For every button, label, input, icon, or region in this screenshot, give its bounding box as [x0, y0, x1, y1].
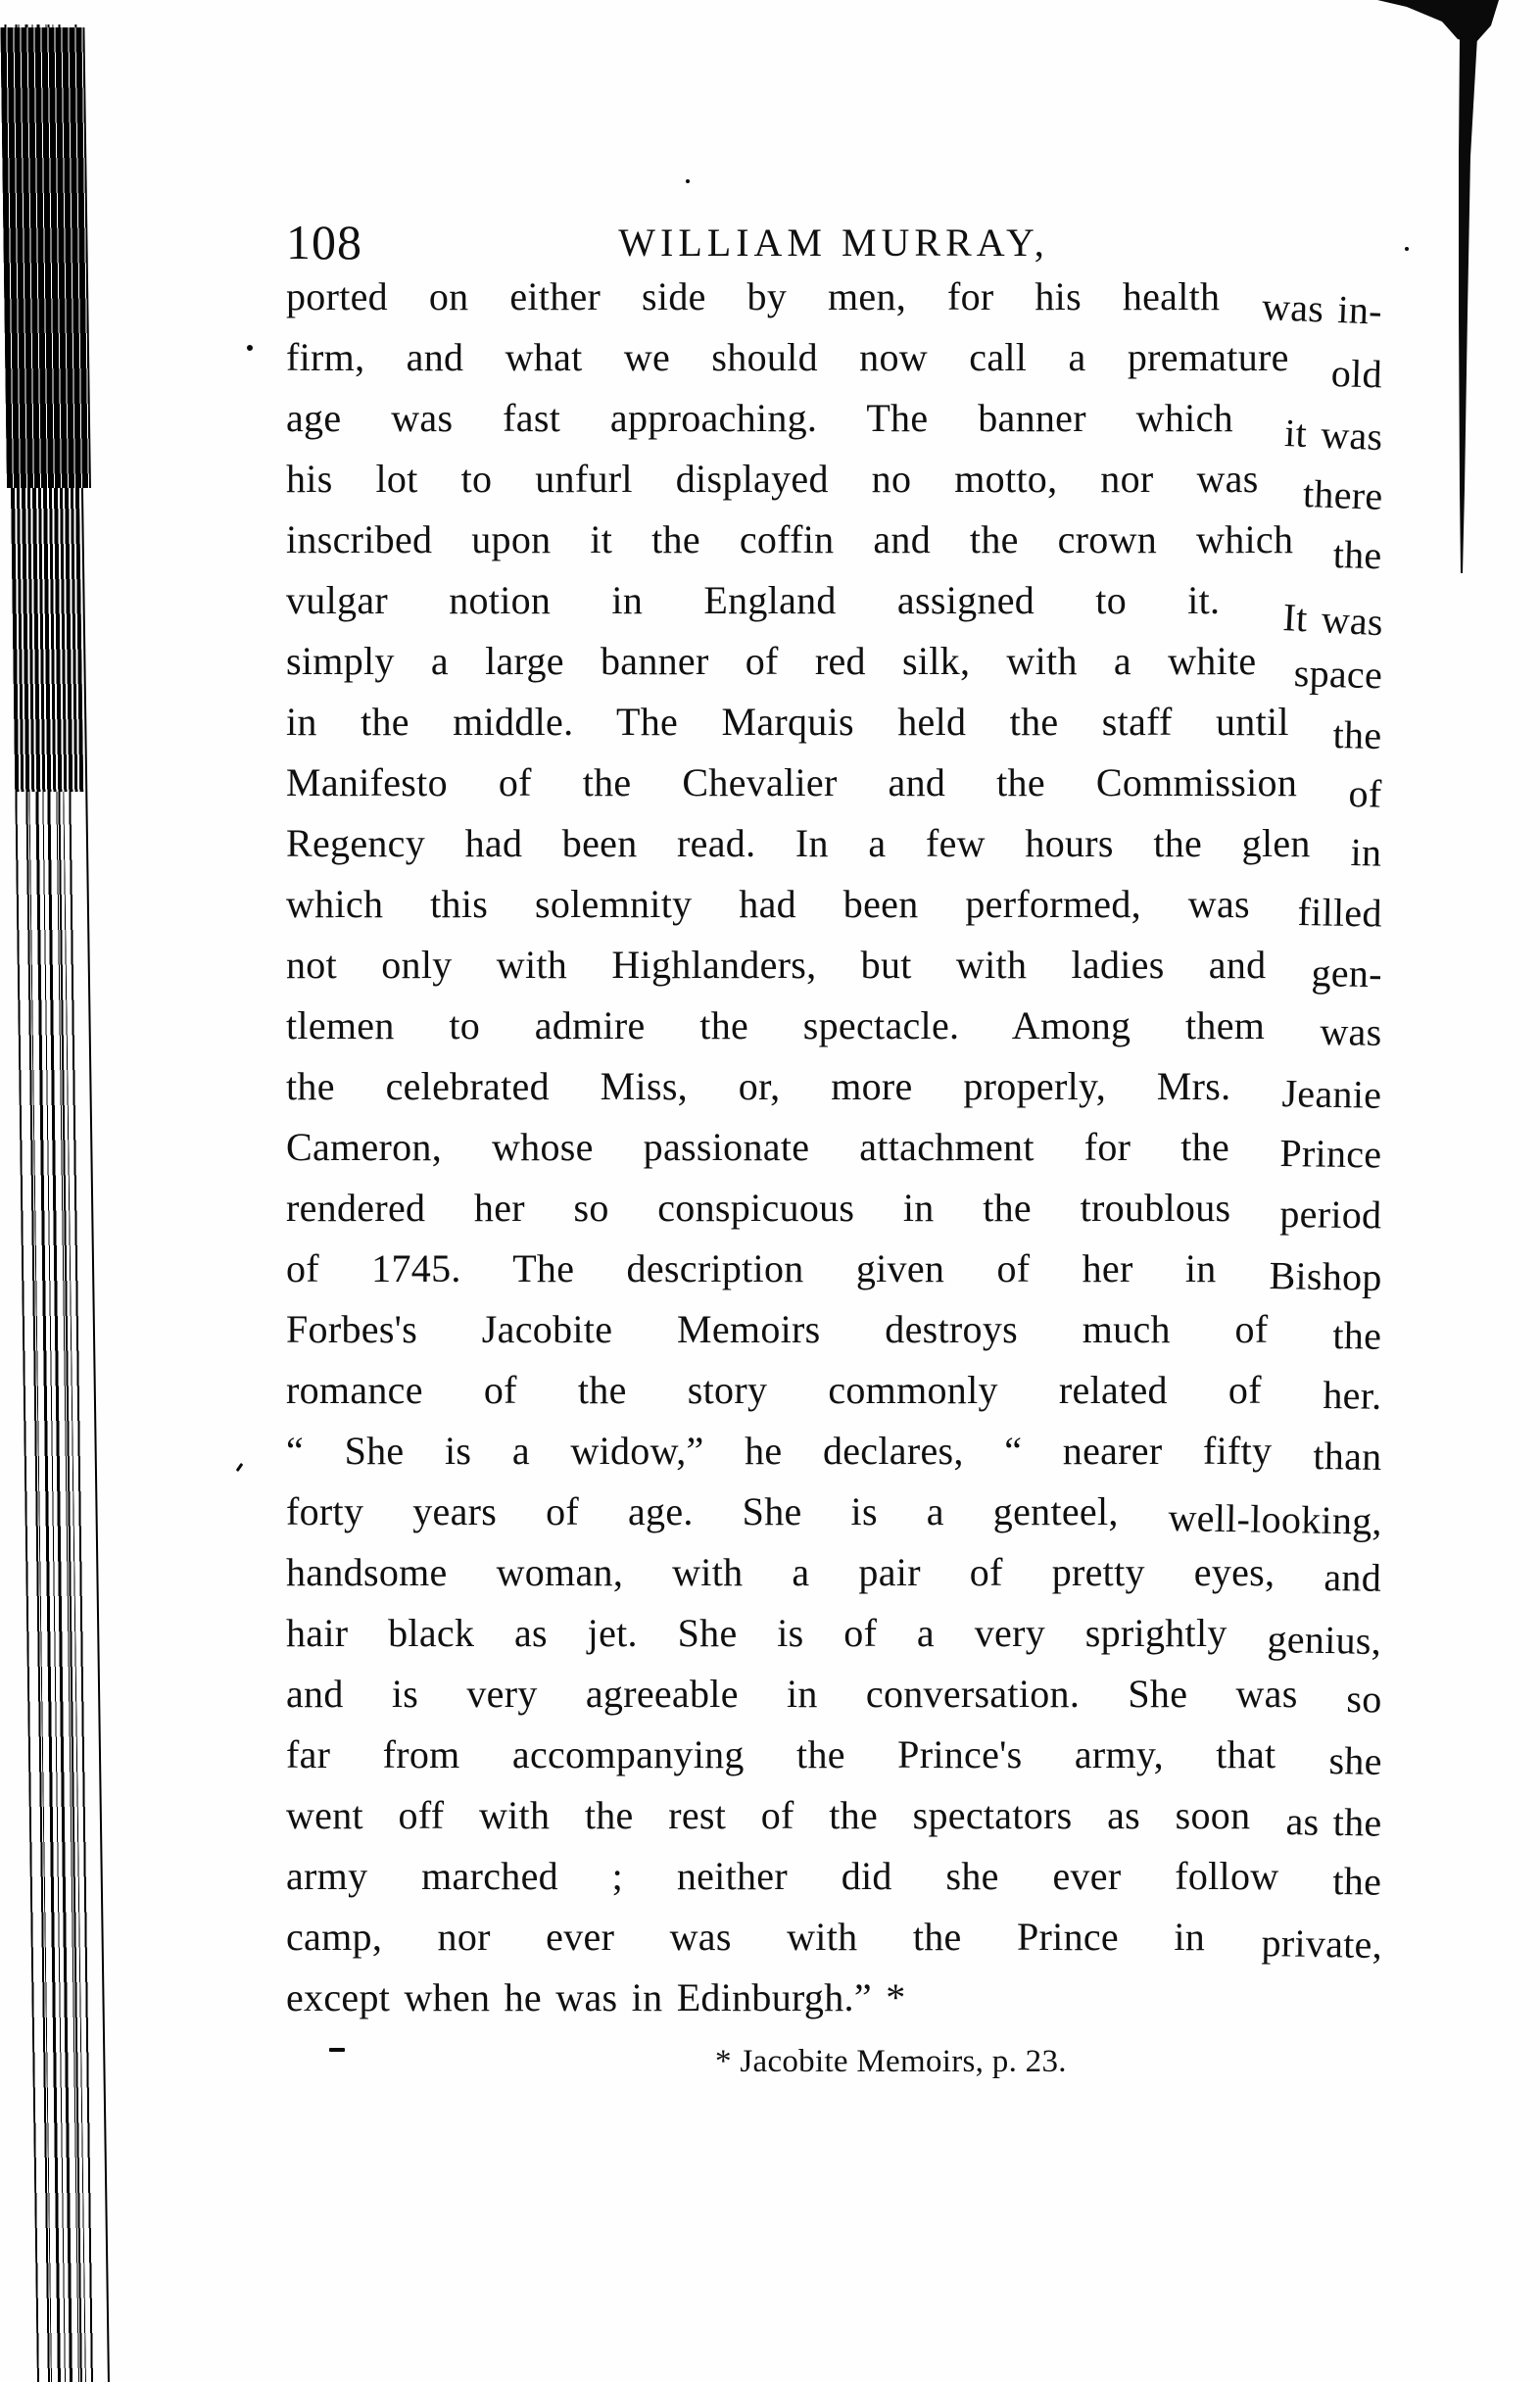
binding-dark-blob-lower	[11, 488, 83, 792]
line-tail: Jeanie	[1281, 1071, 1382, 1117]
running-title: WILLIAM MURRAY,	[618, 220, 1049, 265]
line-text: went off with the rest of the spectators as soon	[286, 1793, 1251, 1837]
text-line	[286, 874, 1381, 935]
line-tail: the	[1332, 532, 1383, 578]
text-line	[286, 327, 1383, 397]
line-text: the celebrated Miss, or, more properly, Mrs.	[286, 1064, 1231, 1108]
line-tail: in	[1350, 830, 1383, 875]
line-text: which this solemnity had been performed, was	[286, 882, 1250, 926]
line-tail: there	[1301, 471, 1383, 518]
line-text: handsome woman, with a pair of pretty eyes,	[286, 1550, 1275, 1594]
line-tail: gen-	[1310, 950, 1382, 997]
text-line	[286, 692, 1383, 758]
line-tail: it was	[1283, 411, 1384, 460]
line-text: in the middle. The Marquis held the staff until	[286, 700, 1289, 744]
line-tail: well-looking,	[1167, 1495, 1382, 1543]
text-line	[286, 935, 1381, 996]
line-text: forty years of age. She is a genteel,	[286, 1489, 1119, 1533]
text-line	[286, 1542, 1381, 1603]
line-tail: of	[1348, 771, 1382, 816]
text-line	[286, 1360, 1381, 1421]
line-text: far from accompanying the Prince's army, that	[286, 1732, 1276, 1776]
text-line	[286, 1846, 1381, 1907]
line-text: hair black as jet. She is of a very sprightly	[286, 1611, 1227, 1655]
line-text: not only with Highlanders, but with ladies and	[286, 943, 1267, 987]
line-tail: than	[1313, 1434, 1382, 1479]
line-tail: was in-	[1261, 284, 1383, 333]
text-line	[286, 267, 1383, 333]
line-text: vulgar notion in England assigned to it.	[286, 578, 1221, 622]
line-tail: Prince	[1279, 1131, 1382, 1177]
line-tail: space	[1292, 651, 1383, 698]
line-tail: her.	[1323, 1373, 1382, 1418]
line-tail: filled	[1296, 890, 1382, 936]
line-text: rendered her so conspicuous in the troublous	[286, 1186, 1231, 1230]
line-text: Cameron, whose passionate attachment for the	[286, 1125, 1229, 1169]
text-line	[286, 1664, 1381, 1725]
line-text: romance of the story commonly related of	[286, 1368, 1262, 1412]
page-number: 108	[286, 215, 362, 269]
text-line	[286, 1239, 1381, 1299]
text-line	[286, 1785, 1381, 1846]
line-text: ported on either side by men, for his health	[286, 274, 1221, 318]
line-tail: period	[1279, 1191, 1382, 1238]
text-line	[286, 1421, 1381, 1482]
line-tail: old	[1330, 351, 1383, 397]
body-text	[286, 267, 1384, 2028]
line-text: Manifesto of the Chevalier and the Commission	[286, 760, 1298, 804]
text-line	[286, 1299, 1381, 1360]
text-line	[286, 1725, 1381, 1785]
line-tail: so	[1345, 1677, 1382, 1722]
line-tail: private,	[1260, 1920, 1382, 1968]
text-line	[286, 1117, 1381, 1178]
text-line	[286, 996, 1381, 1056]
line-text: inscribed upon it the coffin and the crown which	[286, 517, 1294, 561]
line-text: simply a large banner of red silk, with a white	[286, 639, 1257, 683]
text-line	[286, 631, 1383, 698]
page-header	[286, 210, 1381, 268]
text-line	[286, 510, 1383, 578]
text-line	[286, 1482, 1381, 1542]
text-line	[286, 449, 1383, 518]
line-tail: as the	[1285, 1799, 1382, 1845]
line-text: his lot to unfurl displayed no motto, nor was	[286, 457, 1259, 501]
line-tail: the	[1332, 712, 1383, 758]
ink-speck	[1405, 247, 1409, 251]
line-tail: and	[1323, 1555, 1382, 1600]
line-text: of 1745. The description given of her in	[286, 1246, 1217, 1290]
line-tail: she	[1327, 1738, 1382, 1783]
text-line	[286, 1968, 1381, 2028]
margin-dash-mark	[329, 2048, 345, 2052]
line-tail: the	[1332, 1859, 1382, 1904]
ink-speck	[247, 345, 253, 351]
line-text: age was fast approaching. The banner which	[286, 396, 1233, 440]
binding-shadow-artifact	[0, 0, 151, 2382]
line-text: Forbes's Jacobite Memoirs destroys much of	[286, 1307, 1269, 1351]
line-text: and is very agreeable in conversation. She was	[286, 1672, 1298, 1716]
text-line	[286, 813, 1381, 874]
ink-speck	[236, 1463, 244, 1472]
text-line	[286, 388, 1384, 460]
text-line	[286, 1907, 1381, 1968]
text-line	[286, 753, 1382, 816]
line-tail: was	[1320, 1009, 1382, 1054]
footnote: * Jacobite Memoirs, p. 23.	[715, 2044, 1067, 2079]
line-text: firm, and what we should now call a premature	[286, 335, 1289, 379]
line-tail: Bishop	[1268, 1253, 1382, 1300]
line-tail: genius,	[1267, 1617, 1382, 1664]
text-line	[286, 1056, 1381, 1117]
text-line	[286, 570, 1384, 645]
text-line	[286, 1178, 1381, 1239]
line-text: camp, nor ever was with the Prince in	[286, 1915, 1206, 1959]
line-tail: the	[1332, 1313, 1382, 1358]
binding-dark-blob	[0, 27, 91, 488]
line-text: Regency had been read. In a few hours the glen	[286, 821, 1311, 865]
text-line	[286, 1603, 1381, 1664]
line-tail: It was	[1281, 595, 1384, 645]
line-text: army marched ; neither did she ever follow	[286, 1854, 1279, 1898]
line-text: tlemen to admire the spectacle. Among them	[286, 1003, 1266, 1047]
line-text: “ She is a widow,” he declares, “ nearer fifty	[286, 1429, 1273, 1473]
ink-speck	[686, 179, 690, 183]
line-text: except when he was in Edinburgh.” *	[286, 1975, 906, 2019]
